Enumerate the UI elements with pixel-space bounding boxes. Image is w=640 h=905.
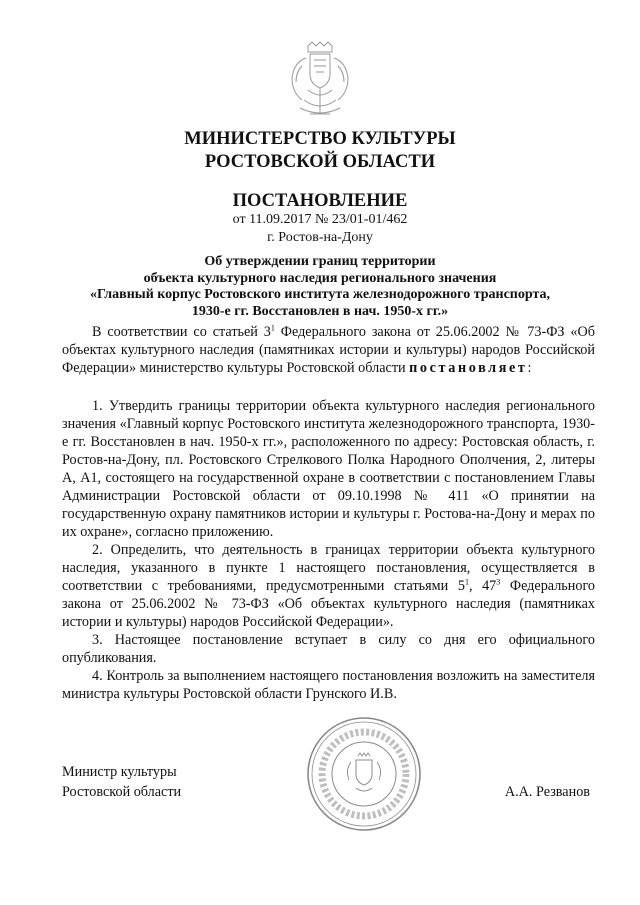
item-2-superscript-2: 3	[496, 577, 501, 587]
item-2-text-a: 2. Определить, что деятельность в границах территории объекта культурного наследия, указанного в пункте 1 настоящего постановления, осуществляется в соответствии с требованиями, предусмотренными статьями 5	[62, 542, 595, 594]
subject-line-1: Об утверждении границ территории	[204, 254, 436, 269]
item-4-paragraph: 4. Контроль за выполнением настоящего постановления возложить на заместителя министра культуры Ростовской области Грунского И.В.	[62, 668, 595, 702]
subject-line-2: объекта культурного наследия регионального значения	[143, 270, 497, 286]
preamble-colon: :	[527, 360, 532, 376]
date-number: от 11.09.2017 № 23/01-01/462	[232, 212, 408, 227]
ministry-line-2: РОСТОВСКОЙ ОБЛАСТИ	[204, 152, 436, 172]
subject-line-4: 1930-е гг. Восстановлен в нач. 1950-х гг.»	[191, 303, 449, 319]
signatory-name: А.А. Резванов	[504, 784, 590, 800]
document-type: ПОСТАНОВЛЕНИЕ	[232, 191, 408, 211]
document-subject	[40, 254, 600, 320]
item-2-paragraph	[62, 541, 595, 631]
item-2-superscript-1: 1	[464, 577, 469, 587]
document-meta	[0, 211, 640, 247]
document-body	[62, 323, 595, 703]
item-3-paragraph: 3. Настоящее постановление вступает в силу со дня его официального опубликования.	[62, 632, 595, 666]
official-seal-icon	[306, 716, 422, 832]
item-1-paragraph: 1. Утвердить границы территории объекта культурного наследия регионального значения «Главный корпус Ростовского института железнодорожного транспорта, 1930-е гг. Восстановлен в нач. 1950-х гг.», расположенного по адресу: Ростовская область, г. Ростов-на-Дону, пл. Ростовского Стрелкового Полка Народного Ополчения, 2, литеры А, А1, состоящего на государственной охране в соответствии с постановлением Главы Администрации Ростовской области от 09.10.1998 № 411 «О принятии на государственную охрану памятников истории и культуры г. Ростова-на-Дону и мерах по их охране», согласно приложению.	[62, 398, 595, 540]
decree-word: постановляет	[409, 360, 528, 376]
preamble-text-b: Федерального закона от 25.06.2002 № 73-ФЗ «Об объектах культурного наследия (памятниках истории и культуры) народов Российской Федерации» министерство культуры Ростовской области	[62, 324, 595, 376]
preamble-text-a: В соответствии со статьей 3	[92, 324, 271, 340]
coat-of-arms-icon	[286, 40, 354, 120]
ministry-line-1: МИНИСТЕРСТВО КУЛЬТУРЫ	[184, 129, 456, 149]
city: г. Ростов-на-Дону	[267, 230, 373, 245]
item-2-text-b: , 47	[468, 578, 497, 594]
preamble-superscript: 1	[270, 323, 275, 333]
position-line-1: Министр культуры	[62, 764, 177, 780]
signatory-position	[62, 762, 181, 802]
preamble-paragraph	[62, 323, 595, 377]
item-2-text-c: Федерального закона от 25.06.2002 № 73-ФЗ «Об объектах культурного наследия (памятниках истории и культуры) народов Российской Федерации».	[62, 578, 596, 630]
subject-line-3: «Главный корпус Ростовского института железнодорожного транспорта,	[89, 287, 551, 302]
ministry-name	[0, 128, 640, 174]
position-line-2: Ростовской области	[62, 784, 182, 800]
